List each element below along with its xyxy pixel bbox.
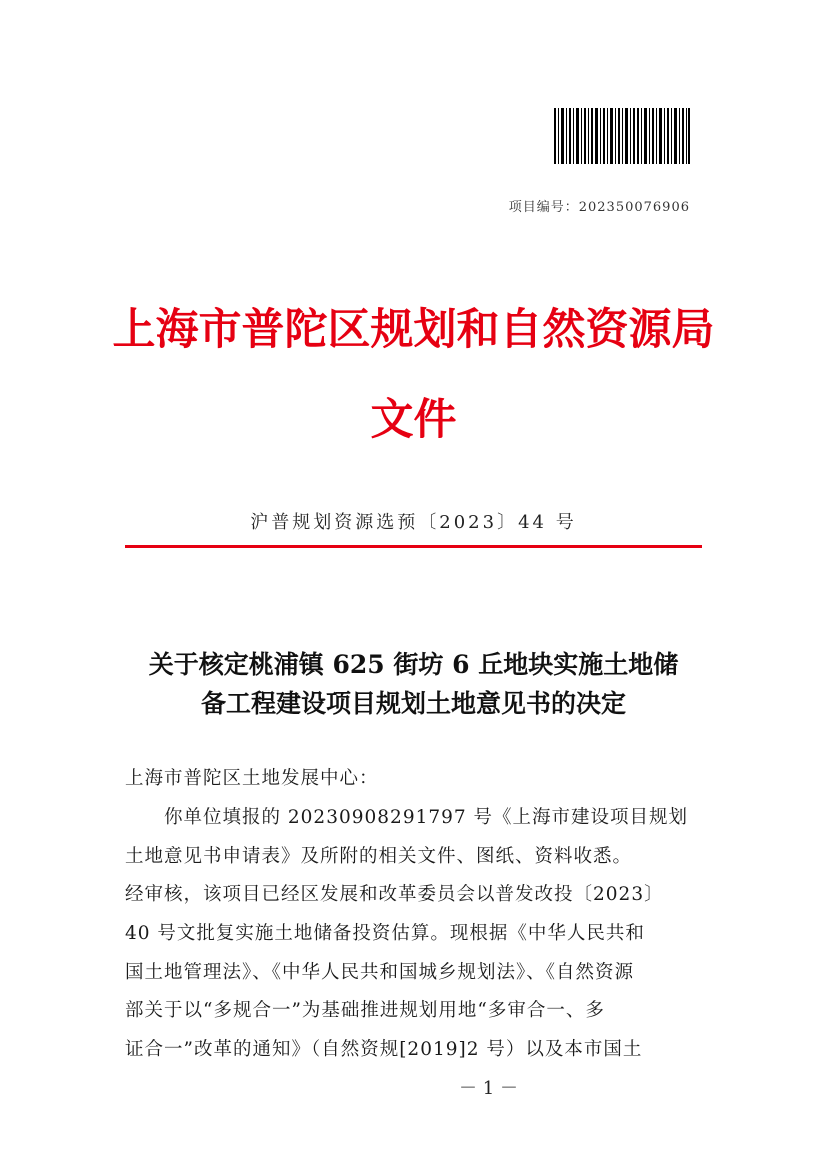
body-paragraph-line: 经审核，该项目已经区发展和改革委员会以普发改投〔2023〕 (125, 884, 664, 905)
project-number: 项目编号：202350076906 (508, 200, 690, 215)
body-paragraph-line: 你单位填报的 20230908291797 号《上海市建设项目规划 (125, 807, 689, 828)
document-number: 沪普规划资源选预〔2023〕44 号 (250, 512, 577, 533)
body-paragraph-line: 40 号文批复实施土地储备投资估算。现根据《中华人民共和 (125, 923, 645, 944)
issuing-agency-suffix: 文件 (370, 395, 457, 445)
document-title-line-2: 备工程建设项目规划土地意见书的决定 (200, 689, 626, 718)
document-title-line-1: 关于核定桃浦镇 625 街坊 6 丘地块实施土地储 (148, 650, 679, 679)
red-divider-line (125, 545, 702, 548)
issuing-agency-name: 上海市普陀区规划和自然资源局 (112, 305, 715, 355)
barcode-image (554, 108, 690, 164)
body-paragraph-line: 土地意见书申请表》及所附的相关文件、图纸、资料收悉。 (125, 846, 633, 867)
page-number: － 1 － (459, 1078, 518, 1099)
addressee: 上海市普陀区土地发展中心： (125, 768, 379, 789)
body-paragraph-line: 国土地管理法》、《中华人民共和国城乡规划法》、《自然资源 (125, 962, 635, 983)
body-paragraph-line: 证合一”改革的通知》（自然资规[2019]2 号）以及本市国土 (125, 1039, 643, 1060)
body-paragraph-line: 部关于以“多规合一”为基础推进规划用地“多审合一、多 (125, 1000, 605, 1021)
